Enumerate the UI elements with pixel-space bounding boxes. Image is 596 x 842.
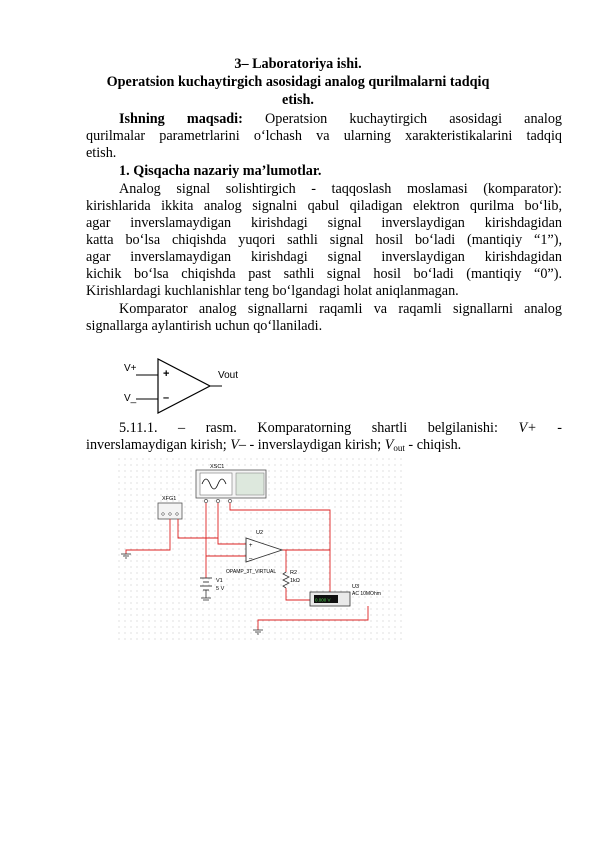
opamp-plus: + bbox=[249, 543, 253, 549]
r2-value: 1kΩ bbox=[290, 578, 300, 584]
vout-label: Vout bbox=[218, 370, 239, 381]
paragraph2-line: signallarga aylantirish uchun qo‘llaniladi. bbox=[86, 318, 323, 334]
u3-value: AC 10MOhm bbox=[352, 591, 381, 597]
paragraph1-line: agar inverslamaydigan kirishdagi signal inverslaydigan kirishdagidan bbox=[86, 249, 562, 265]
caption-line2 bbox=[86, 437, 562, 454]
meter-reading: 0.000 V bbox=[315, 597, 331, 603]
u2-label: U2 bbox=[256, 530, 264, 536]
function-generator bbox=[158, 503, 182, 519]
purpose-line1 bbox=[119, 111, 562, 128]
caption-text: - inverslaydigan kirish; bbox=[249, 437, 382, 453]
paragraph2-line: Komparator analog signallarni raqamli va raqamli signallarni analog bbox=[119, 301, 562, 317]
circuit-schematic bbox=[118, 458, 402, 642]
caption-prefix: 5.11.1. – rasm. Komparatorning shartli belgilanishi: bbox=[119, 420, 498, 436]
purpose-text: Operatsion kuchaytirgich asosidagi analog bbox=[265, 111, 563, 127]
comparator-symbol bbox=[118, 355, 258, 415]
caption-text: inverslamaydigan kirish; bbox=[86, 437, 227, 453]
paragraph1-line: kichik bo‘lsa chiqishda past sathli signal hosil bo‘ladi (mantiqiy “0”). bbox=[86, 266, 562, 282]
paragraph1-line: Analog signal solishtirgich - taqqoslash moslamasi (komparator): bbox=[119, 181, 562, 197]
caption-dash: - bbox=[557, 420, 562, 436]
opamp-minus: – bbox=[249, 556, 253, 562]
v-minus-label: V_ bbox=[124, 393, 137, 404]
caption-var: V– bbox=[230, 437, 246, 453]
paragraph1-line: agar inverslamaydigan kirishdagi signal inverslaydigan kirishdagidan bbox=[86, 215, 562, 231]
caption-sub: out bbox=[393, 443, 405, 453]
u3-label: U3 bbox=[352, 584, 360, 590]
paragraph1-line: Kirishlardagi kuchlanishlar teng bo‘lgandagi holat aniqlanmagan. bbox=[86, 283, 459, 299]
purpose-line3: etish. bbox=[86, 145, 117, 161]
scope-panel bbox=[236, 473, 264, 495]
lab-title: 3– Laboratoriya ishi. bbox=[234, 56, 362, 72]
scope-screen bbox=[200, 473, 232, 495]
section-heading: 1. Qisqacha nazariy ma’lumotlar. bbox=[119, 163, 322, 179]
plus-sign: + bbox=[163, 368, 170, 380]
v-plus-label: V+ bbox=[124, 363, 137, 374]
opamp-model-label: OPAMP_3T_VIRTUAL bbox=[226, 569, 277, 575]
v1-value: 5 V bbox=[216, 586, 225, 592]
lab-subtitle-line2: etish. bbox=[282, 92, 314, 108]
purpose-label: Ishning maqsadi: bbox=[119, 111, 243, 127]
caption-text: - chiqish. bbox=[408, 437, 462, 453]
caption-var: V+ bbox=[518, 420, 537, 436]
caption-var: V bbox=[384, 437, 394, 453]
xsc1-label: XSC1 bbox=[210, 464, 225, 470]
caption-line1 bbox=[119, 420, 562, 437]
r2-label: R2 bbox=[290, 570, 298, 576]
xfg1-label: XFG1 bbox=[162, 496, 177, 502]
lab-subtitle-line1: Operatsion kuchaytirgich asosidagi analog qurilmalarni tadqiq bbox=[106, 74, 490, 90]
minus-sign: – bbox=[163, 392, 170, 404]
purpose-line2: qurilmalar parametrlarini o‘lchash va ularning xarakteristikalarini tadqiq bbox=[86, 128, 562, 144]
paragraph1-line: katta bo‘lsa chiqishda yuqori sathli signal hosil bo‘ladi (mantiqiy “1”), bbox=[86, 232, 562, 248]
v1-label: V1 bbox=[216, 578, 223, 584]
paragraph1-line: kirishlarida ikkita analog signalni qabul qiladigan elektron qurilma bo‘lib, bbox=[86, 198, 562, 214]
